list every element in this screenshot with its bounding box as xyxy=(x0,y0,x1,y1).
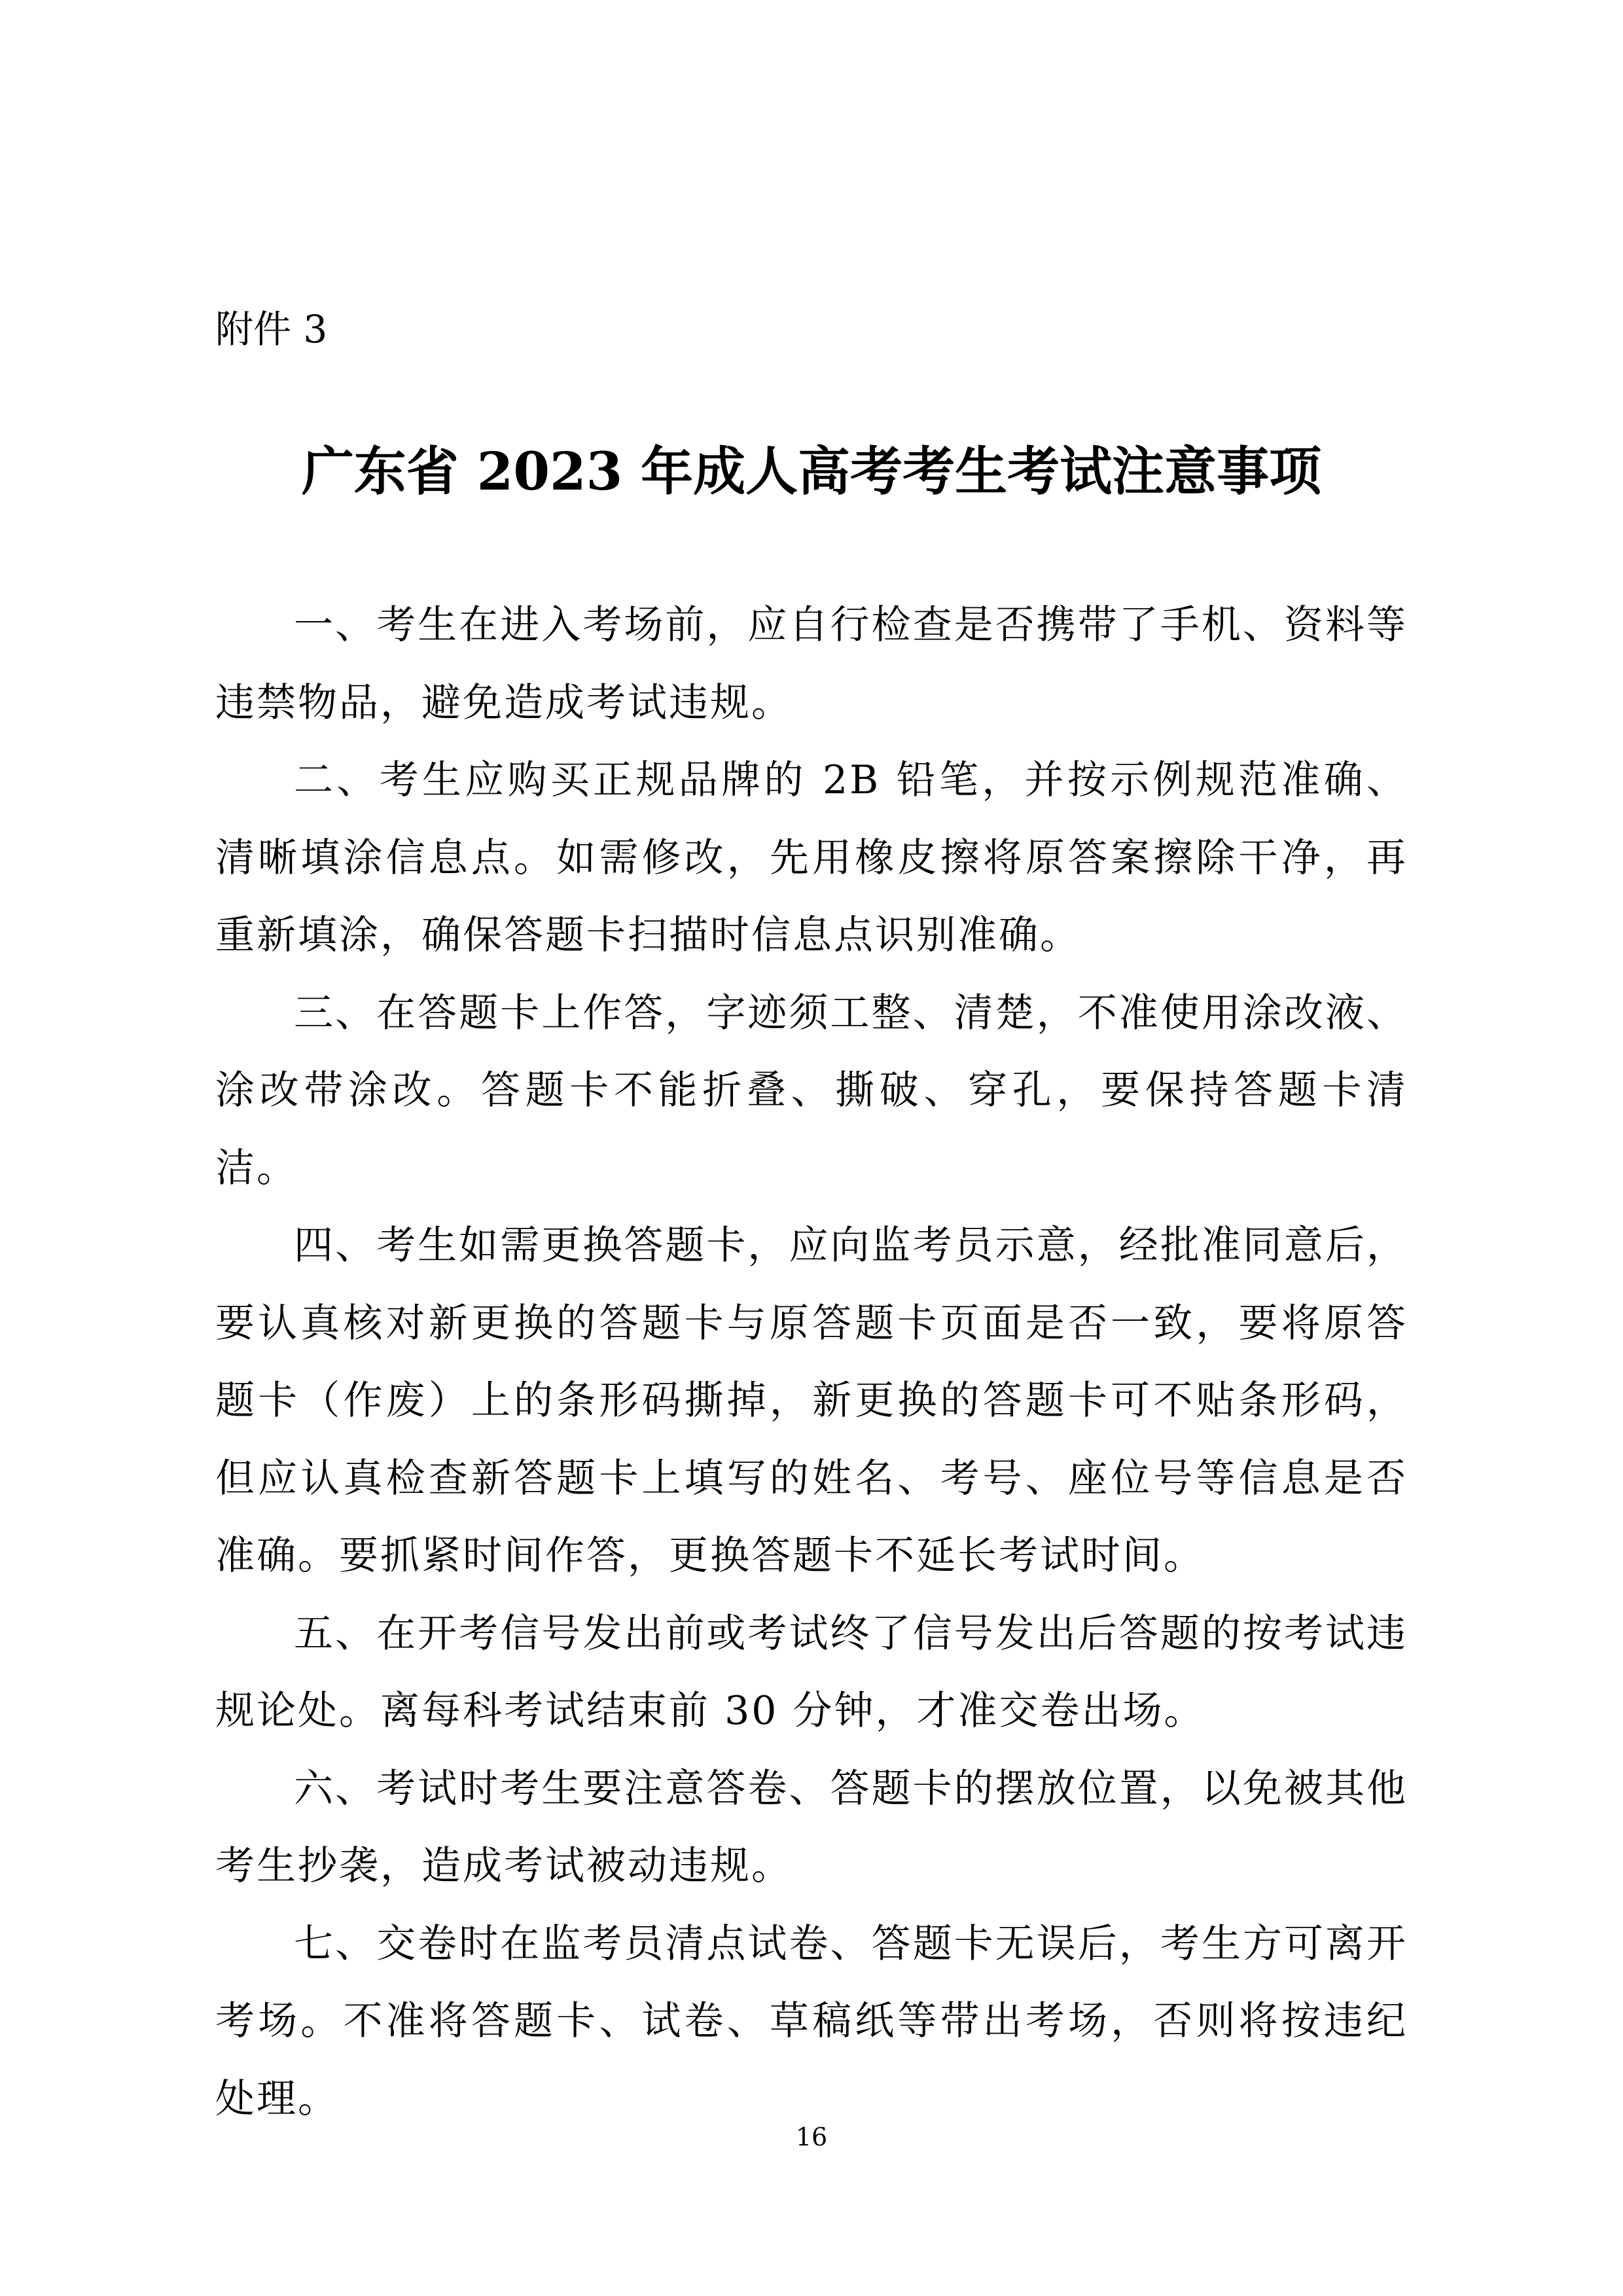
paragraph-7: 七、交卷时在监考员清点试卷、答题卡无误后，考生方可离开考场。不准将答题卡、试卷、草稿纸等带出考场，否则将按违纪处理。 xyxy=(215,1920,1408,2122)
document-body xyxy=(215,586,1408,2138)
paragraph-1: 一、考生在进入考场前，应自行检查是否携带了手机、资料等违禁物品，避免造成考试违规。 xyxy=(215,602,1408,726)
paragraph-5: 五、在开考信号发出前或考试终了信号发出后答题的按考试违规论处。离每科考试结束前 30 分钟，才准交卷出场。 xyxy=(215,1610,1408,1734)
paragraph-6: 六、考试时考生要注意答卷、答题卡的摆放位置，以免被其他考生抄袭，造成考试被动违规。 xyxy=(215,1765,1408,1889)
paragraph-2: 二、考生应购买正规品牌的 2B 铅笔，并按示例规范准确、清晰填涂信息点。如需修改，先用橡皮擦将原答案擦除干净，再重新填涂，确保答题卡扫描时信息点识别准确。 xyxy=(215,757,1408,958)
document-title: 广东省 2023 年成人高考考生考试注意事项 xyxy=(301,440,1322,502)
attachment-label: 附件 3 xyxy=(215,307,328,351)
page-number: 16 xyxy=(795,2123,828,2151)
paragraph-3: 三、在答题卡上作答，字迹须工整、清楚，不准使用涂改液、涂改带涂改。答题卡不能折叠、撕破、穿孔，要保持答题卡清洁。 xyxy=(215,990,1408,1191)
paragraph-4: 四、考生如需更换答题卡，应向监考员示意，经批准同意后，要认真核对新更换的答题卡与原答题卡页面是否一致，要将原答题卡（作废）上的条形码撕掉，新更换的答题卡可不贴条形码，但应认真检查新答题卡上填写的姓名、考号、座位号等信息是否准确。要抓紧时间作答，更换答题卡不延长考试时间。 xyxy=(215,1223,1408,1579)
